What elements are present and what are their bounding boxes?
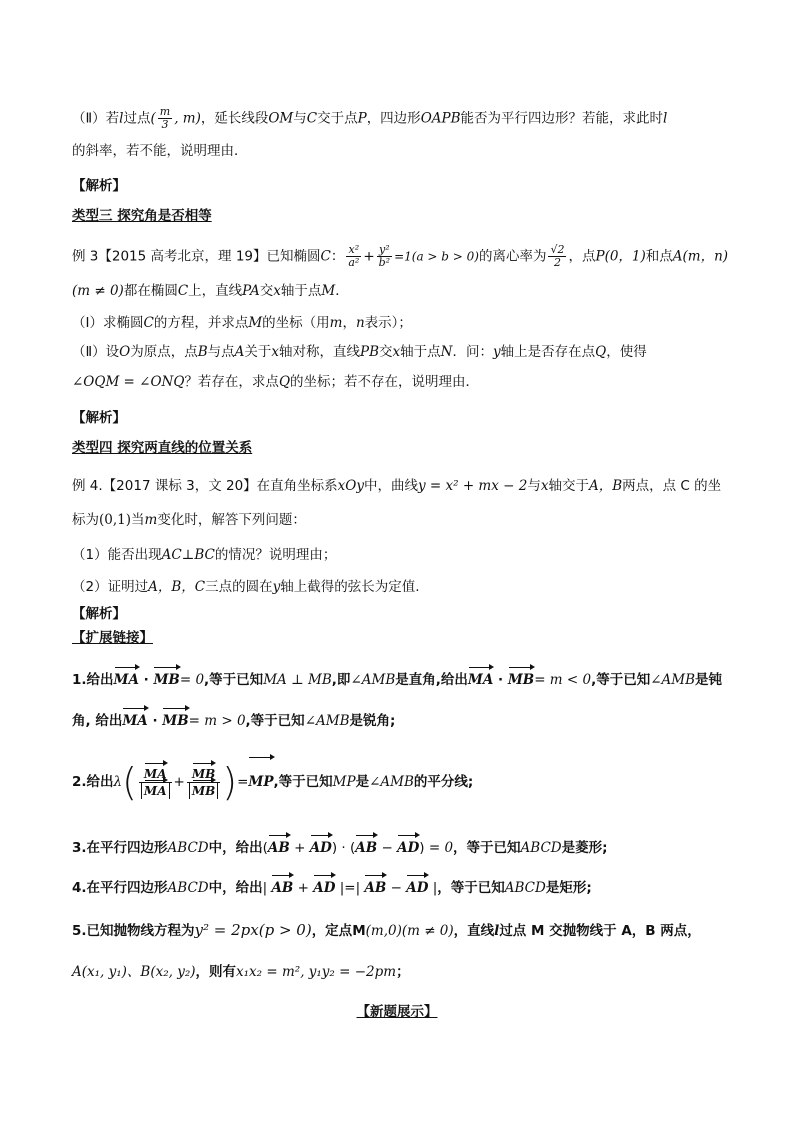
- text: ．问：: [452, 344, 493, 360]
- text: 轴交于: [548, 478, 589, 494]
- var-oapb: OAPB: [420, 110, 461, 127]
- vector-ma: MA: [143, 766, 167, 781]
- perp-expr: MA ⊥ MB: [263, 672, 332, 688]
- angle-amb: ∠AMB: [369, 774, 414, 790]
- text: ，四边形: [366, 110, 421, 127]
- text: 的坐标；若不存在，说明理由．: [290, 374, 480, 390]
- var-m: M: [352, 923, 366, 939]
- ext-5-line-2: [72, 962, 722, 982]
- vector-mb: MB: [191, 766, 216, 781]
- text: 角, 给出: [72, 713, 123, 729]
- vector-ad: AD: [309, 840, 332, 856]
- var-m: m: [329, 315, 343, 331]
- text: 中，曲线: [363, 478, 418, 494]
- text: 例 3【2015 高考北京，理 19】已知椭圆: [72, 248, 321, 265]
- text: 过点: [123, 110, 151, 127]
- text: 5.已知抛物线方程为: [72, 923, 195, 939]
- q2-label: （Ⅱ）若: [72, 110, 120, 127]
- var-om: OM: [268, 110, 294, 127]
- vector-mb: MB: [153, 672, 180, 688]
- text: ．: [335, 283, 349, 299]
- frac-num: m: [159, 105, 171, 118]
- vector-ma: MA: [467, 672, 494, 688]
- var-x: x: [540, 478, 549, 494]
- eq-pos: = m > 0: [188, 713, 246, 729]
- text: 轴对称，直线: [279, 344, 361, 360]
- text: （1）能否出现: [72, 547, 162, 563]
- text: （Ⅱ）设: [72, 344, 120, 360]
- ext-4: 4.在平行四边形ABCD中，给出| AB + AD |=| AB − AD |，等于已知ABCD是矩形;: [72, 880, 592, 896]
- angle-amb: ∠AMB: [304, 713, 350, 729]
- var-l: l: [494, 923, 500, 939]
- var-x: x: [271, 344, 280, 360]
- text: ，直线: [453, 923, 495, 939]
- ex3-line-1: 例 3【2015 高考北京，理 19】已知椭圆C： $\frac{\text{x²}}{\text{a²}}$ + $\frac{\text{y²}}{\text{b²}}$ =1(a > b > 0)的离心率为 $\frac{√2}{2}$ ，点P(0，1)和点A(m，n): [72, 243, 729, 269]
- var-a: A: [234, 344, 245, 360]
- fraction-x2-a2: [346, 244, 361, 269]
- text: ？若存在，求点: [184, 374, 279, 390]
- text: ,等于已知: [245, 713, 305, 729]
- new-questions-label: 【新题展示】: [356, 1004, 438, 1020]
- text: 中，给出: [208, 840, 263, 856]
- text: 两点，点 C 的坐: [622, 478, 722, 494]
- var-abcd: ABCD: [504, 880, 546, 896]
- var-x: x: [392, 344, 401, 360]
- text: 的情况？说明理由；: [214, 547, 337, 563]
- text: 能否为平行四边形？若能，求此时: [460, 110, 664, 127]
- text: 交: [379, 344, 393, 360]
- eq-zero: = 0: [428, 840, 454, 856]
- text: 轴上是否存在点: [500, 344, 596, 360]
- jiexi-heading-2: 【解析】: [72, 410, 126, 426]
- fraction-sqrt2-2: [548, 244, 566, 269]
- var-m: M: [248, 315, 263, 331]
- var-abc: A，B，C: [148, 579, 206, 595]
- unit-vector-ma: [139, 766, 172, 799]
- text: 为原点，点: [130, 344, 198, 360]
- type3-title: 类型三 探究角是否相等: [72, 208, 212, 224]
- vector-ad: AD: [313, 880, 336, 896]
- text: 是钝: [695, 672, 723, 688]
- jiexi-heading-1: 【解析】: [72, 178, 126, 194]
- var-n: N: [440, 344, 453, 360]
- text: 与点: [207, 344, 235, 360]
- var-o: O: [119, 344, 131, 360]
- frac-den: b²: [378, 256, 391, 269]
- text: ,等于已知: [591, 672, 651, 688]
- text: ，定点: [311, 923, 353, 939]
- fraction-y2-b2: [377, 244, 392, 269]
- extension-links-title: 【扩展链接】: [72, 630, 153, 646]
- dot: ·: [493, 672, 508, 688]
- text: ,即: [331, 672, 351, 688]
- vector-mb: MB: [507, 672, 535, 688]
- curve-equation: y = x² + mx − 2: [417, 478, 528, 494]
- ex4-line-1: [72, 476, 722, 496]
- text: 与: [527, 478, 541, 494]
- eq-zero: = 0: [179, 672, 205, 688]
- text: 表示）；: [364, 315, 412, 331]
- text: ,等于已知: [204, 672, 264, 688]
- dot: ·: [147, 713, 163, 729]
- text: （Ⅰ）求椭圆: [72, 315, 144, 331]
- ext-2: 2.给出λ( $\frac{MA}{MA}$ + $\frac{MB}{MB}$ )=MP,等于已知MP是∠AMB的平分线;: [72, 760, 474, 804]
- fraction-m-over-3: [158, 106, 172, 131]
- dot: ·: [138, 672, 154, 688]
- text: 是矩形;: [545, 880, 592, 896]
- vector-mb-abs: MB: [191, 783, 216, 798]
- text: 轴上截得的弦长为定值.: [280, 579, 420, 595]
- text: 轴于点: [400, 344, 441, 360]
- text: 是锐角;: [349, 713, 396, 729]
- frac-den: a²: [348, 256, 360, 269]
- var-l: l: [119, 110, 124, 127]
- vector-mp: MP: [248, 760, 273, 804]
- var-abcd: ABCD: [167, 840, 209, 856]
- frac-num: √2: [550, 243, 565, 256]
- ellipse-eq-rest: =1(a > b > 0): [394, 249, 479, 264]
- text: ，则有: [195, 964, 237, 980]
- text: 例 4.【2017 课标 3，文 20】在直角坐标系: [72, 478, 338, 494]
- var-l: l: [663, 110, 668, 127]
- point-m: (m,0)(m ≠ 0): [365, 923, 454, 939]
- ext-1-line-2: [72, 711, 722, 731]
- vector-ab: AB: [364, 880, 387, 896]
- var-n: n: [355, 315, 365, 331]
- text: 的坐标（用: [262, 315, 330, 331]
- text: 和点: [645, 248, 673, 265]
- text: 1.给出: [72, 672, 114, 688]
- product-equations: x₁x₂ = m², y₁y₂ = −2pm: [236, 964, 397, 980]
- angle-equation: ∠OQM = ∠ONQ: [72, 374, 185, 390]
- text: 2.给出: [72, 774, 114, 790]
- text: 与: [293, 110, 307, 127]
- vector-ab: AB: [271, 880, 294, 896]
- vector-mb: MB: [162, 713, 189, 729]
- frac-den: 2: [553, 256, 561, 269]
- text: 变化时，解答下列问题：: [157, 512, 306, 528]
- paren-close: , m): [174, 110, 201, 127]
- var-pb: PB: [360, 344, 380, 360]
- vector-ma: MA: [122, 713, 148, 729]
- point-a: A(m，n): [672, 248, 729, 265]
- text: 交于点: [317, 110, 358, 127]
- frac-num: x²: [346, 244, 361, 257]
- text: 过点 M 交抛物线于 A，B 两点，: [499, 923, 701, 939]
- text: 三点的圆在: [205, 579, 273, 595]
- text: ，延长线段: [200, 110, 269, 127]
- text: ；: [396, 964, 410, 980]
- ext-5-line-1: [72, 920, 722, 941]
- var-y: y: [492, 344, 501, 360]
- eq-neg: = m < 0: [534, 672, 592, 688]
- frac-num: y²: [377, 244, 392, 257]
- text: ，等于已知: [453, 840, 521, 856]
- cond-m: (m ≠ 0): [72, 283, 124, 299]
- vector-ma-abs: MA: [143, 783, 167, 798]
- text: 中，给出: [208, 880, 263, 896]
- var-abcd: ABCD: [520, 840, 562, 856]
- var-mp: MP: [332, 774, 356, 790]
- vector-ad: AD: [397, 840, 420, 856]
- text: 交: [259, 283, 274, 299]
- unit-vector-mb: [187, 766, 220, 799]
- ext-1-line-1: [72, 670, 722, 690]
- var-abcd: ABCD: [167, 880, 209, 896]
- text: 是菱形;: [561, 840, 608, 856]
- var-b: B: [197, 344, 208, 360]
- type4-title: 类型四 探究两直线的位置关系: [72, 440, 253, 456]
- text: ,等于已知: [273, 774, 333, 790]
- points-ab: A(x₁, y₁)、B(x₂, y₂): [72, 964, 196, 980]
- text: 标为: [72, 512, 99, 528]
- text: 4.在平行四边形: [72, 880, 168, 896]
- var-lambda: λ: [113, 774, 123, 790]
- ex4-line-2: [72, 510, 722, 530]
- parabola-equation: y² = 2px(p > 0): [194, 921, 312, 939]
- text: ：: [330, 248, 345, 265]
- vector-ab: AB: [355, 840, 378, 856]
- text: 的平分线;: [413, 774, 474, 790]
- text: 的离心率为: [478, 248, 547, 265]
- q2-line-1: [72, 106, 722, 131]
- text: 轴于点: [280, 283, 322, 299]
- paren: (: [150, 110, 156, 127]
- ex3-q1: [72, 313, 722, 333]
- text: 当: [131, 512, 145, 528]
- var-q: Q: [595, 344, 607, 360]
- var-xoy: xOy: [337, 478, 364, 494]
- ex3-q2-line-2: [72, 372, 722, 392]
- vector-ad: AD: [406, 880, 429, 896]
- var-c: C: [143, 315, 154, 331]
- ex4-q2: [72, 577, 722, 597]
- text: ，: [342, 315, 356, 331]
- equals: =: [237, 774, 249, 790]
- text: ，点: [568, 248, 596, 265]
- var-m: m: [144, 512, 158, 528]
- point-c: (0,1): [99, 512, 132, 528]
- text: ，使得: [606, 344, 647, 360]
- var-m: M: [321, 283, 336, 299]
- frac-den: 3: [161, 118, 169, 131]
- text: ，等于已知: [437, 880, 505, 896]
- var-p: P: [357, 110, 367, 127]
- text: （2）证明过: [72, 579, 149, 595]
- var-x: x: [273, 283, 281, 299]
- point-p: P(0，1): [595, 248, 646, 265]
- new-questions-title: [0, 1002, 794, 1022]
- var-c: C: [306, 110, 318, 127]
- text: 是直角,给出: [395, 672, 468, 688]
- text: 上，直线: [188, 283, 243, 299]
- text: 是: [355, 774, 370, 790]
- text: 关于: [244, 344, 272, 360]
- ex3-q2-line-1: [72, 342, 722, 362]
- jiexi-heading-3: 【解析】: [72, 606, 126, 622]
- text: 都在椭圆: [123, 283, 178, 299]
- angle-amb: ∠AMB: [650, 672, 696, 688]
- vector-ma: MA: [113, 672, 139, 688]
- var-pa: PA: [242, 283, 260, 299]
- ext-3: 3.在平行四边形ABCD中，给出(AB + AD) · (AB − AD) = 0，等于已知ABCD是菱形;: [72, 840, 608, 856]
- perp-expr: AC⊥BC: [161, 547, 215, 563]
- text: 3.在平行四边形: [72, 840, 168, 856]
- vector-ab: AB: [267, 840, 290, 856]
- ex4-q1: [72, 545, 722, 565]
- var-ab: A，B: [588, 478, 623, 494]
- text: 的方程，并求点: [153, 315, 249, 331]
- var-c: C: [177, 283, 189, 299]
- q2-line-2: 的斜率，若不能，说明理由．: [72, 143, 248, 159]
- angle-amb: ∠AMB: [350, 672, 396, 688]
- var-q: Q: [278, 374, 291, 390]
- var-c: C: [320, 248, 331, 265]
- ex3-line-2: [72, 281, 722, 301]
- var-y: y: [272, 579, 281, 595]
